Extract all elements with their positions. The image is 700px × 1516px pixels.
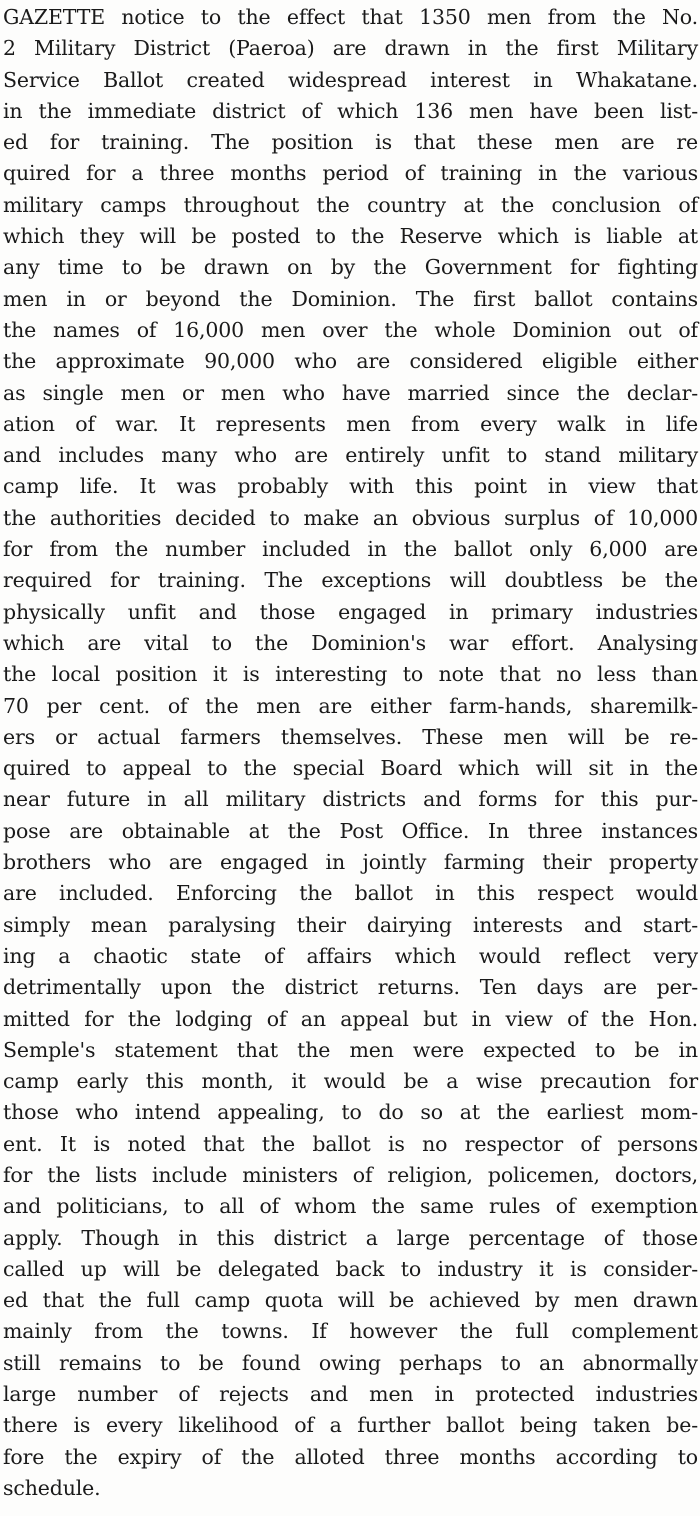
article-line: fore the expiry of the alloted three months according to [3,1444,698,1469]
article-line: called up will be delegated back to industry it is consider- [3,1256,698,1281]
article-line: as single men or men who have married since the declar- [3,380,698,405]
article-line: and includes many who are entirely unfit to stand military [3,443,698,468]
article-line: men in or beyond the Dominion. The first ballot contains [3,286,698,311]
article-line: the local position it is interesting to note that no less than [3,662,698,687]
article-line: and politicians, to all of whom the same rules of exemption [3,1194,698,1219]
article-line: ing a chaotic state of affairs which would reflect very [3,943,698,968]
article-line: 70 per cent. of the men are either farm-hands, sharemilk- [3,693,698,718]
article-line: required for training. The exceptions will doubtless be the [3,568,698,593]
article-line: detrimentally upon the district returns. Ten days are per- [3,975,698,1000]
article-line: camp life. It was probably with this point in view that [3,474,698,499]
article-line: are included. Enforcing the ballot in this respect would [3,881,698,906]
article-line: Semple's statement that the men were expected to be in [3,1037,698,1062]
article-line: Service Ballot created widespread interest in Whakatane. [3,67,698,92]
article-line: those who intend appealing, to do so at the earliest mom- [3,1100,698,1125]
article-line: there is every likelihood of a further ballot being taken be- [3,1413,698,1438]
article-line: ers or actual farmers themselves. These men will be re- [3,724,698,749]
article-line: still remains to be found owing perhaps to an abnormally [3,1350,698,1375]
article-line: the names of 16,000 men over the whole Dominion out of [3,317,698,342]
article-line: pose are obtainable at the Post Office. In three instances [3,818,698,843]
article-line: apply. Though in this district a large percentage of those [3,1225,698,1250]
article-line: simply mean paralysing their dairying interests and start- [3,912,698,937]
article-line: physically unfit and those engaged in primary industries [3,599,698,624]
article-line: military camps throughout the country at the conclusion of [3,192,698,217]
article-line: ent. It is noted that the ballot is no respector of persons [3,1131,698,1156]
article-line: brothers who are engaged in jointly farming their property [3,850,698,875]
article-line: which are vital to the Dominion's war effort. Analysing [3,630,698,655]
article-line: quired to appeal to the special Board which will sit in the [3,756,698,781]
article-line: any time to be drawn on by the Government for fighting [3,255,698,280]
article-line: ed for training. The position is that these men are re [3,130,698,155]
article-line: for from the number included in the ballot only 6,000 are [3,537,698,562]
article-line: large number of rejects and men in protected industries [3,1382,698,1407]
article-line: 2 Military District (Paeroa) are drawn in the first Military [3,36,698,61]
article-line: ed that the full camp quota will be achieved by men drawn [3,1288,698,1313]
article-line: near future in all military districts and forms for this pur- [3,787,698,812]
article-line: the approximate 90,000 who are considered eligible either [3,349,698,374]
article-line: schedule. [3,1475,101,1500]
article-line: camp early this month, it would be a wise precaution for [3,1069,698,1094]
article-line: the authorities decided to make an obvious surplus of 10,000 [3,505,698,530]
article-line: in the immediate district of which 136 men have been list- [3,98,698,123]
article-line: GAZETTE notice to the effect that 1350 men from the No. [3,5,698,29]
article-line: for the lists include ministers of religion, policemen, doctors, [3,1162,698,1187]
article-line: mitted for the lodging of an appeal but in view of the Hon. [3,1006,698,1031]
article-line: ation of war. It represents men from every walk in life [3,411,698,436]
article-line: mainly from the towns. If however the full complement [3,1319,698,1344]
article-line: which they will be posted to the Reserve which is liable at [3,224,698,249]
article-body [0,2,700,1504]
article-line: quired for a three months period of training in the various [3,161,698,186]
